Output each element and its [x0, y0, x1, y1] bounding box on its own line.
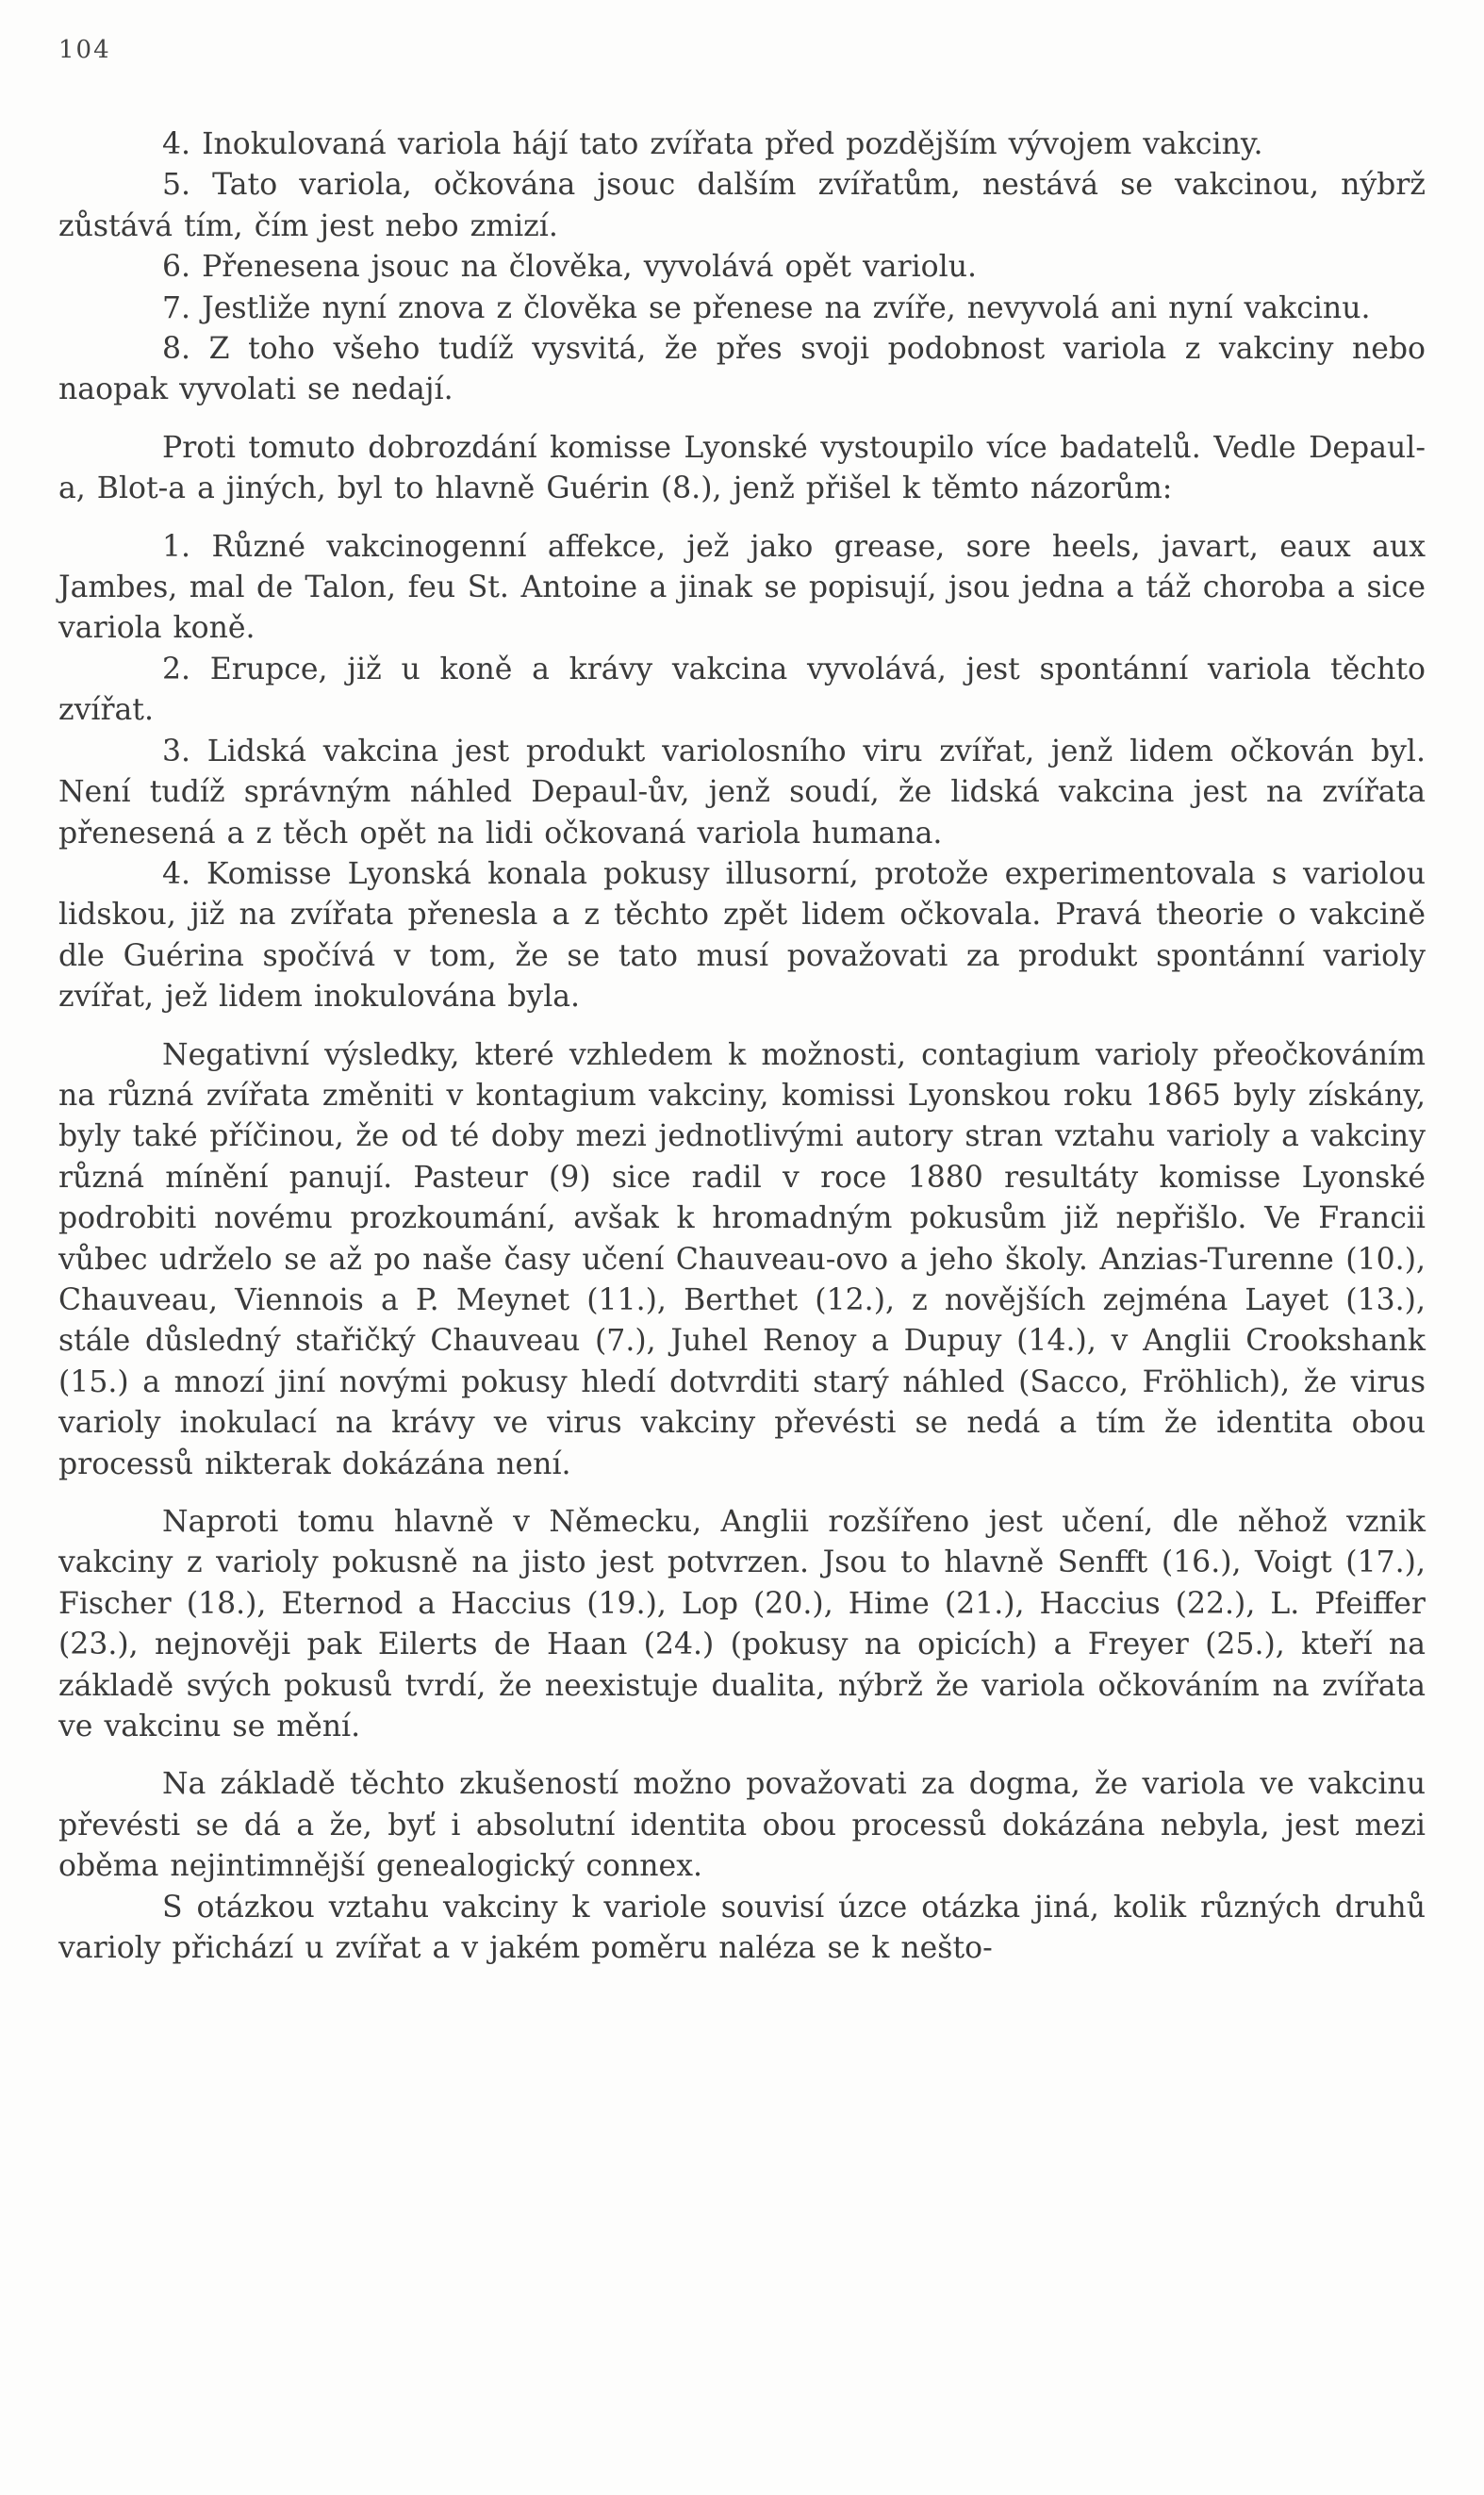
list-item: 1. Různé vakcinogenní affekce, jež jako grease, sore heels, javart, eaux aux Jambes, mal de Talon, feu St. Antoine a jinak se popisují, jsou jedna a táž choroba a sice variola koně. — [58, 529, 1426, 646]
body-text — [58, 124, 1426, 1969]
paragraph: Negativní výsledky, které vzhledem k možnosti, contagium varioly přeočkováním na různá zvířata změniti v kontagium vakciny, komissi Lyonskou roku 1865 byly získány, byly také příčinou, že od té doby mezi jednotlivými autory stran vztahu varioly a vakciny různá mínění panují. Pasteur (9) sice radil v roce 1880 resultáty komisse Lyonské podrobiti novému prozkoumání, avšak k hromadným pokusům již nepřišlo. Ve Francii vůbec udrželo se až po naše časy učení Chauveau-ovo a jeho školy. Anzias-Turenne (10.), Chauveau, Viennois a P. Meynet (11.), Berthet (12.), z novějších zejména Layet (13.), stále důsledný stařičký Chauveau (7.), Juhel Renoy a Dupuy (14.), v Anglii Crookshank (15.) a mnozí jiní novými pokusy hledí dotvrditi starý náhled (Sacco, Fröhlich), že virus varioly inokulací na krávy ve virus vakciny převésti se nedá a tím že identita obou processů nikterak dokázána není. — [58, 1037, 1426, 1481]
paragraph: Naproti tomu hlavně v Německu, Anglii rozšířeno jest učení, dle něhož vznik vakciny z varioly pokusně na jisto jest potvrzen. Jsou to hlavně Senfft (16.), Voigt (17.), Fischer (18.), Eternod a Haccius (19.), Lop (20.), Hime (21.), Haccius (22.), L. Pfeiffer (23.), nejnověji pak Eilerts de Haan (24.) (pokusy na opicích) a Freyer (25.), kteří na základě svých pokusů tvrdí, že neexistuje dualita, nýbrž že variola očkováním na zvířata ve vakcinu se mění. — [58, 1505, 1426, 1744]
paragraph: Na základě těchto zkušeností možno považovati za dogma, že variola ve vakcinu převésti se dá a že, byť i absolutní identita obou processů dokázána nebyla, jest mezi oběma nejintimnější genealogický connex. — [58, 1767, 1426, 1884]
list-item: 6. Přenesena jsouc na člověka, vyvolává opět variolu. — [162, 250, 977, 285]
paragraph: S otázkou vztahu vakciny k variole souvisí úzce otázka jiná, kolik různých druhů varioly přichází u zvířat a v jakém poměru naléza se k nešto- — [58, 1890, 1426, 1966]
list-item: 3. Lidská vakcina jest produkt variolosního viru zvířat, jenž lidem očkován byl. Není tudíž správným náhled Depaul-ův, jenž soudí, že lidská vakcina jest na zvířata přenesená a z těch opět na lidi očkovaná variola humana. — [58, 734, 1426, 851]
list-item: 4. Inokulovaná variola hájí tato zvířata před pozdějším vývojem vakciny. — [162, 127, 1263, 161]
list-item: 2. Erupce, již u koně a krávy vakcina vyvolává, jest spontánní variola těchto zvířat. — [58, 652, 1426, 728]
list-item: 5. Tato variola, očkována jsouc dalším zvířatům, nestává se vakcinou, nýbrž zůstává tím, čím jest nebo zmizí. — [58, 168, 1426, 243]
list-item: 8. Z toho všeho tudíž vysvitá, že přes svoji podobnost variola z vakciny nebo naopak vyvolati se nedají. — [58, 332, 1426, 407]
paragraph: Proti tomuto dobrozdání komisse Lyonské vystoupilo více badatelů. Vedle Depaul-a, Blot-a a jiných, byl to hlavně Guérin (8.), jenž přišel k těmto názorům: — [58, 430, 1426, 506]
page-number: 104 — [58, 36, 111, 64]
list-item: 4. Komisse Lyonská konala pokusy illusorní, protože experimentovala s variolou lidskou, již na zvířata přenesla a z těchto zpět lidem očkovala. Pravá theorie o vakcině dle Guérina spočívá v tom, že se tato musí považovati za produkt spontánní varioly zvířat, jež lidem inokulována byla. — [58, 856, 1426, 1015]
list-item: 7. Jestliže nyní znova z člověka se přenese na zvíře, nevyvolá ani nyní vakcinu. — [162, 290, 1371, 325]
